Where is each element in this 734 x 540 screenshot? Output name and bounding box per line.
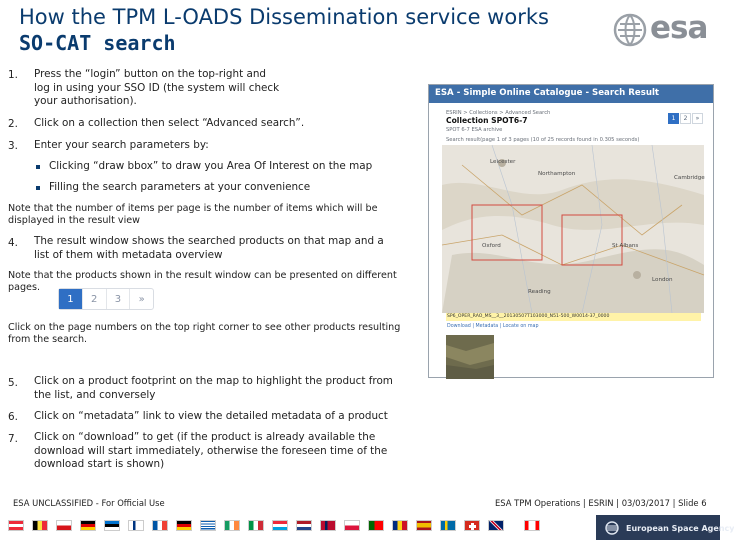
map-label: Oxford [482, 243, 501, 249]
screenshot-breadcrumb: ESRIN > Collections > Advanced Search [446, 110, 551, 116]
slide-title: How the TPM L-OADS Dissemination service works [19, 5, 549, 29]
flag-canada-icon [524, 520, 540, 531]
pagination-example [58, 288, 154, 310]
page-button-3[interactable]: 3 [107, 289, 131, 309]
screenshot-page-2[interactable]: 2 [680, 113, 691, 124]
flag-sweden-icon [440, 520, 456, 531]
map-view[interactable] [442, 145, 704, 313]
flag-italy-icon [248, 520, 264, 531]
flag-portugal-icon [368, 520, 384, 531]
flag-czech-icon [56, 520, 72, 531]
step-number: 1. [8, 69, 18, 81]
product-links[interactable]: Download | Metadata | Locate on map [447, 324, 539, 329]
flag-belgium-icon [32, 520, 48, 531]
step-number: 4. [8, 237, 18, 249]
step-text: Press the “login” button on the top-right and log in using your SSO ID (the system will check your authorisation). [34, 68, 280, 107]
flag-austria-icon [8, 520, 24, 531]
note-text: Note that the number of items per page is the number of items which will be displayed in the result view [8, 203, 378, 226]
flag-netherlands-icon [296, 520, 312, 531]
flag-estonia-icon [104, 520, 120, 531]
flag-finland-icon [128, 520, 144, 531]
map-label: London [652, 277, 673, 283]
slide-subtitle: SO-CAT search [19, 31, 176, 55]
map-label: Northampton [538, 171, 576, 177]
map-label: St Albans [612, 243, 639, 249]
screenshot-page-next[interactable]: » [692, 113, 703, 124]
step-number: 2. [8, 118, 18, 130]
flag-germany-2-icon [176, 520, 192, 531]
agency-name: European Space Agency [626, 524, 734, 533]
footer-info: ESA TPM Operations | ESRIN | 03/03/2017 | Slide 6 [495, 498, 707, 508]
step-text: Click on “metadata” link to view the detailed metadata of a product [34, 410, 388, 422]
product-thumbnail[interactable] [446, 335, 494, 379]
flag-luxembourg-icon [272, 520, 288, 531]
page-button-1[interactable]: 1 [59, 289, 83, 309]
footer-classification: ESA UNCLASSIFIED - For Official Use [13, 498, 165, 508]
step-text: Click on “download” to get (if the product is already available the download will start immediately, otherwise the foreseen time of the download start is shown) [34, 431, 388, 470]
flag-switzerland-icon [464, 520, 480, 531]
search-result-screenshot [428, 84, 714, 378]
step-text: Click on a collection then select “Advanced search”. [34, 117, 305, 129]
screenshot-collection: Collection SPOT6-7 [446, 116, 528, 125]
sub-bullet-text: Clicking “draw bbox” to draw you Area Of Interest on the map [49, 160, 373, 172]
flag-norway-icon [320, 520, 336, 531]
esa-globe-icon [612, 10, 648, 50]
bullet-marker [36, 186, 40, 190]
flag-uk-icon [488, 520, 504, 531]
page-next-button[interactable]: » [138, 293, 145, 305]
screenshot-pager [667, 113, 703, 124]
step-text: Enter your search parameters by: [34, 139, 209, 151]
map-label: Reading [528, 289, 551, 295]
esa-logo [612, 10, 710, 50]
map-label: Cambridge [674, 175, 705, 181]
screenshot-header [429, 85, 713, 103]
flag-spain-icon [416, 520, 432, 531]
page-button-2[interactable]: 2 [83, 289, 107, 309]
note-text: Note that the products shown in the result window can be presented on different pages. [8, 270, 397, 293]
esa-globe-icon [604, 520, 620, 536]
screenshot-collection-sub: SPOT 6-7 ESA archive [446, 127, 503, 133]
member-flags [8, 520, 540, 531]
esa-logo-text: esa [650, 10, 708, 46]
flag-ireland-icon [224, 520, 240, 531]
map-label: Leicester [490, 159, 516, 165]
sub-bullet-text: Filling the search parameters at your convenience [49, 181, 311, 193]
step-text: The result window shows the searched products on that map and a list of them with metadata overview [34, 235, 384, 261]
screenshot-title: ESA - Simple Online Catalogue - Search Result [435, 88, 660, 98]
flag-poland-icon [344, 520, 360, 531]
agency-banner [596, 515, 734, 540]
step-number: 3. [8, 140, 18, 152]
flag-france-icon [152, 520, 168, 531]
product-id: SP6_OPER_RAO_MS__3__20130507T103000_N51-500_W0014-37_0000 [447, 314, 610, 319]
step-text: Click on a product footprint on the map to highlight the product from the list, and conversely [34, 375, 393, 401]
flag-greece-icon [200, 520, 216, 531]
step-number: 6. [8, 411, 18, 423]
flag-romania-icon [392, 520, 408, 531]
screenshot-search-result: Search result(page 1 of 3 pages (10 of 25 records found in 0.305 seconds) [446, 137, 640, 143]
flag-germany-icon [80, 520, 96, 531]
screenshot-page-1[interactable]: 1 [668, 113, 679, 124]
step-number: 7. [8, 433, 18, 445]
step-number: 5. [8, 377, 18, 389]
note-text: Click on the page numbers on the top right corner to see other products resulting from the search. [8, 322, 401, 345]
bullet-marker [36, 165, 40, 169]
